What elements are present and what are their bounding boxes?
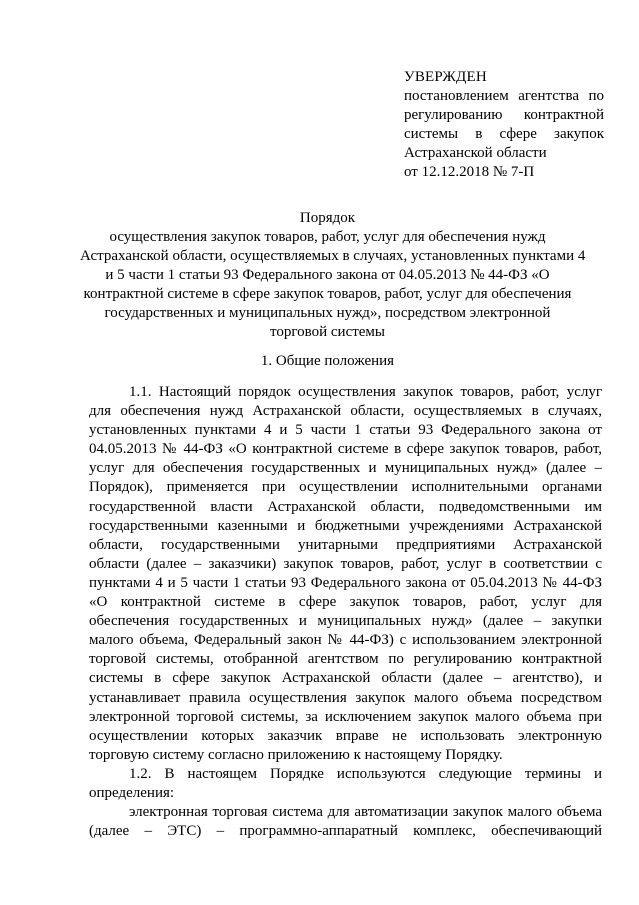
paragraph-line: государственными казенными и бюджетными учреждениями Астраханской bbox=[89, 517, 602, 534]
approval-line: постановлением агентства по bbox=[404, 88, 604, 104]
paragraph-line: электронная торговая система для автоматизации закупок малого объема bbox=[129, 804, 602, 821]
title-line: контрактной системе в сфере закупок товаров, работ, услуг для обеспечения bbox=[83, 286, 572, 302]
title-line: Порядок bbox=[299, 210, 356, 226]
paragraph-line: 1.1. Настоящий порядок осуществления закупок товаров, работ, услуг bbox=[129, 384, 602, 400]
paragraph-line: устанавливает правила осуществления закупок малого объема посредством bbox=[89, 689, 602, 706]
paragraph-line: Порядок), применяется при осуществлении исполнительными органами bbox=[89, 479, 602, 496]
paragraph-line: области, государственными унитарными предприятиями Астраханской bbox=[89, 536, 602, 553]
paragraph-line: 1.2. В настоящем Порядке используются следующие термины и bbox=[129, 765, 602, 782]
approval-block bbox=[404, 68, 604, 182]
paragraph-line: государственной власти Астраханской области, подведомственными им bbox=[89, 498, 602, 515]
title-line: торговой системы bbox=[269, 324, 386, 340]
paragraph-line: системы в сфере закупок Астраханской области (далее – агентство), и bbox=[89, 670, 602, 687]
approval-line: системы в сфере закупок bbox=[404, 126, 604, 142]
paragraph-line: пунктами 4 и 5 части 1 статьи 93 Федерального закона от 05.04.2013 № 44-ФЗ bbox=[89, 574, 602, 591]
paragraph-line: (далее – ЭТС) – программно-аппаратный комплекс, обеспечивающий bbox=[89, 823, 602, 840]
paragraph-line: для обеспечения нужд Астраханской области, осуществляемых в случаях, bbox=[89, 403, 602, 420]
approval-line: регулированию контрактной bbox=[404, 107, 604, 123]
paragraph-line: обеспечения государственных и муниципальных нужд» (далее – закупки bbox=[89, 613, 602, 630]
title-line: осуществления закупок товаров, работ, услуг для обеспечения нужд bbox=[109, 229, 546, 245]
paragraph-line: малого объема, Федеральный закон № 44-ФЗ) с использованием электронной bbox=[89, 632, 602, 649]
paragraph-line: электронной торговой системы, за исключением закупок малого объема при bbox=[89, 708, 602, 725]
approval-title: УВЕРЖДЕН bbox=[404, 69, 487, 85]
title-line: и 5 части 1 статьи 93 Федерального закона от 04.05.2013 № 44-ФЗ «О bbox=[105, 267, 550, 283]
paragraph-line: установленных пунктами 4 и 5 части 1 статьи 93 Федерального закона от bbox=[89, 422, 602, 439]
paragraph-line: «О контрактной системе в сфере закупок товаров, работ, услуг для bbox=[89, 594, 602, 611]
document-title bbox=[80, 209, 586, 342]
paragraph-line: области (далее – заказчики) закупок товаров, работ, услуг в соответствии с bbox=[89, 555, 602, 572]
approval-line: Астраханской области bbox=[404, 145, 547, 161]
paragraph-line: торговой системы, отобранной агентством по регулированию контрактной bbox=[89, 651, 602, 668]
body-text bbox=[89, 383, 602, 841]
title-line: Астраханской области, осуществляемых в случаях, установленных пунктами 4 bbox=[80, 248, 586, 264]
section-heading: 1. Общие положения bbox=[260, 353, 395, 369]
title-line: государственных и муниципальных нужд», посредством электронной bbox=[104, 305, 551, 321]
paragraph-line: услуг для обеспечения государственных и муниципальных нужд» (далее – bbox=[89, 460, 602, 477]
paragraph-line: торговую систему согласно приложению к настоящему Порядку. bbox=[89, 746, 503, 763]
paragraph-line: определения: bbox=[89, 784, 175, 801]
approval-date-number: от 12.12.2018 № 7-П bbox=[404, 164, 535, 180]
paragraph-line: осуществлении которых заказчик вправе не использовать электронную bbox=[89, 727, 602, 744]
paragraph-line: 04.05.2013 № 44-ФЗ «О контрактной системе в сфере закупок товаров, работ, bbox=[89, 441, 602, 458]
